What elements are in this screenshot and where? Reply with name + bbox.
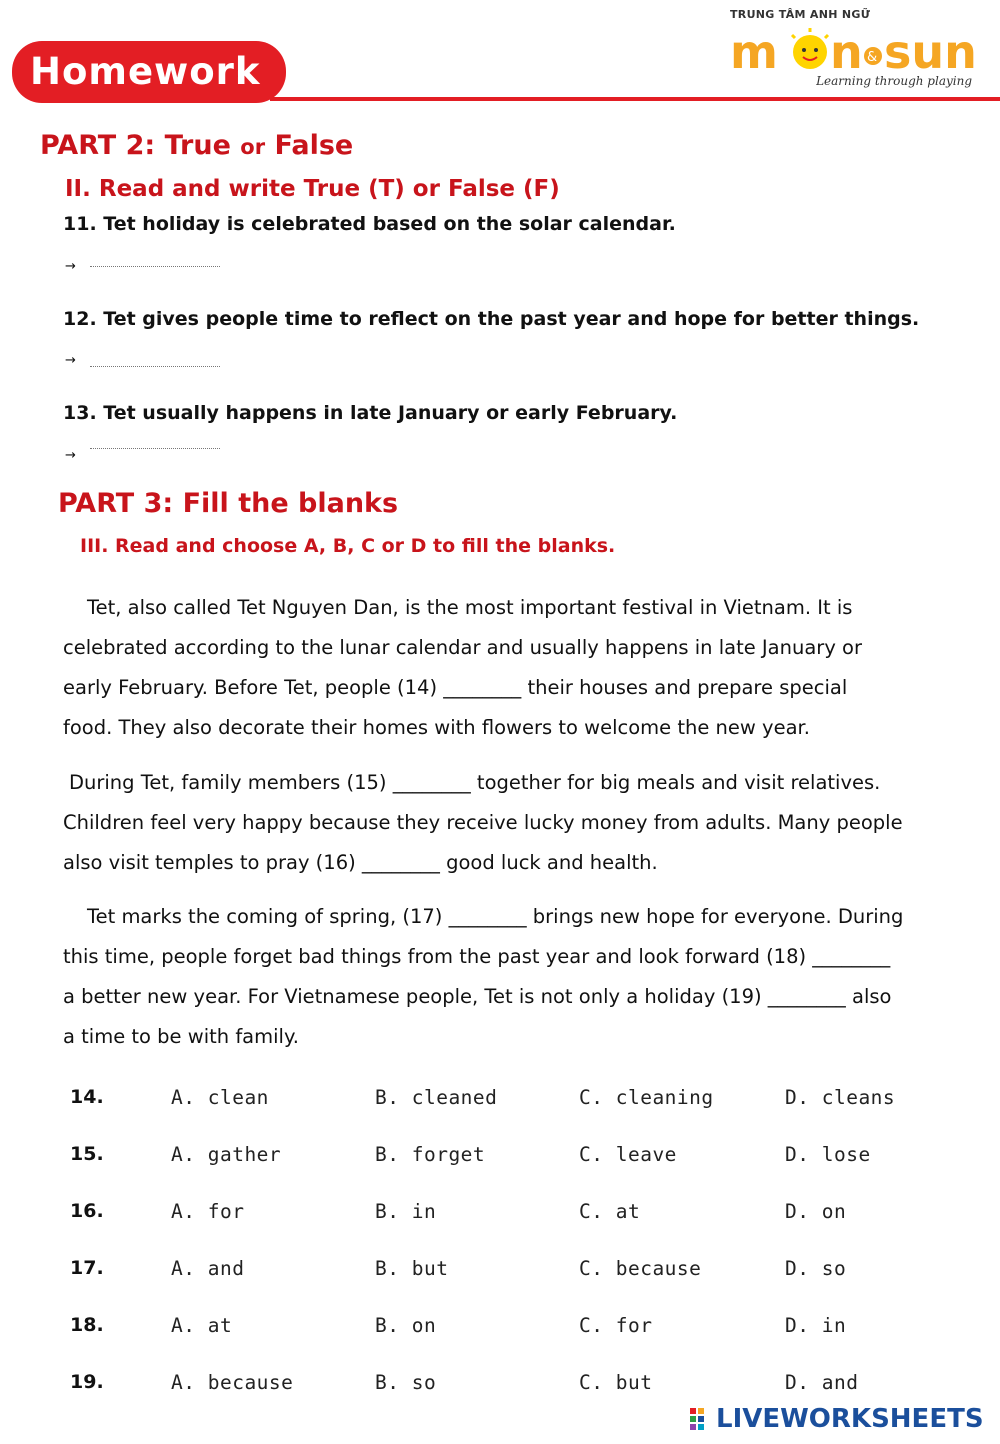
logo-top-text: TRUNG TÂM ANH NGỮ xyxy=(730,8,871,21)
passage-line: a better new year. For Vietnamese people, Tet is not only a holiday (19) ________ also xyxy=(63,985,892,1008)
logo-wordmark xyxy=(726,26,988,76)
option-b[interactable]: B. cleaned xyxy=(375,1086,498,1109)
question-13: 13. Tet usually happens in late January or early February. xyxy=(63,402,678,424)
option-a[interactable]: A. and xyxy=(171,1257,245,1280)
brand-logo xyxy=(726,4,988,96)
passage-line: this time, people forget bad things from the past year and look forward (18) ________ xyxy=(63,945,891,968)
answer-arrow-icon: → xyxy=(65,259,76,274)
option-b[interactable]: B. forget xyxy=(375,1143,486,1166)
part3-title: PART 3: Fill the blanks xyxy=(58,488,399,519)
passage-paragraph-3 xyxy=(63,897,988,1057)
option-c[interactable]: C. because xyxy=(579,1257,702,1280)
option-c[interactable]: C. cleaning xyxy=(579,1086,714,1109)
option-d[interactable]: D. lose xyxy=(785,1143,871,1166)
passage-paragraph-2 xyxy=(63,763,988,883)
answer-12-line[interactable] xyxy=(90,366,220,367)
logo-sun-icon xyxy=(793,35,827,69)
answer-13-line[interactable] xyxy=(90,448,220,449)
options-row-14 xyxy=(0,1086,1000,1116)
passage-line: early February. Before Tet, people (14) ________ their houses and prepare special xyxy=(63,676,848,699)
option-d[interactable]: D. cleans xyxy=(785,1086,896,1109)
header-rule xyxy=(270,97,1000,101)
option-a[interactable]: A. clean xyxy=(171,1086,269,1109)
option-d[interactable]: D. so xyxy=(785,1257,847,1280)
answer-arrow-icon: → xyxy=(65,353,76,368)
question-number: 18. xyxy=(70,1314,104,1336)
liveworksheets-brand[interactable] xyxy=(690,1404,990,1438)
question-number: 14. xyxy=(70,1086,104,1108)
passage-line: celebrated according to the lunar calendar and usually happens in late January or xyxy=(63,636,863,659)
answer-11-line[interactable] xyxy=(90,266,220,267)
option-a[interactable]: A. for xyxy=(171,1200,245,1223)
option-b[interactable]: B. so xyxy=(375,1371,437,1394)
option-c[interactable]: C. at xyxy=(579,1200,641,1223)
passage-line: During Tet, family members (15) ________ together for big meals and visit relatives. xyxy=(69,771,881,794)
logo-letter-m: m xyxy=(730,26,778,76)
liveworksheets-logo-icon xyxy=(690,1408,712,1434)
option-d[interactable]: D. and xyxy=(785,1371,859,1394)
question-11: 11. Tet holiday is celebrated based on the solar calendar. xyxy=(63,213,676,235)
homework-badge: Homework xyxy=(12,41,286,103)
option-a[interactable]: A. gather xyxy=(171,1143,282,1166)
question-number: 19. xyxy=(70,1371,104,1393)
passage-line: Tet marks the coming of spring, (17) ________ brings new hope for everyone. During xyxy=(87,905,904,928)
logo-amp: & xyxy=(867,50,878,65)
option-b[interactable]: B. in xyxy=(375,1200,437,1223)
option-c[interactable]: C. but xyxy=(579,1371,653,1394)
option-c[interactable]: C. leave xyxy=(579,1143,677,1166)
passage-line: Children feel very happy because they receive lucky money from adults. Many people xyxy=(63,811,903,834)
question-number: 15. xyxy=(70,1143,104,1165)
logo-tagline: Learning through playing xyxy=(816,74,972,88)
option-b[interactable]: B. but xyxy=(375,1257,449,1280)
passage-line: a time to be with family. xyxy=(63,1025,299,1048)
part2-title: PART 2: True or False xyxy=(40,130,354,161)
passage-line: food. They also decorate their homes with flowers to welcome the new year. xyxy=(63,716,810,739)
option-b[interactable]: B. on xyxy=(375,1314,437,1337)
passage-line: Tet, also called Tet Nguyen Dan, is the most important festival in Vietnam. It is xyxy=(87,596,853,619)
question-number: 16. xyxy=(70,1200,104,1222)
option-a[interactable]: A. at xyxy=(171,1314,233,1337)
option-d[interactable]: D. on xyxy=(785,1200,847,1223)
passage-line: also visit temples to pray (16) ________ good luck and health. xyxy=(63,851,658,874)
part3-instruction: III. Read and choose A, B, C or D to fill the blanks. xyxy=(80,535,616,557)
part2-instruction: II. Read and write True (T) or False (F) xyxy=(65,176,560,202)
question-number: 17. xyxy=(70,1257,104,1279)
passage-paragraph-1 xyxy=(63,588,988,748)
liveworksheets-text: LIVEWORKSHEETS xyxy=(716,1404,984,1434)
option-c[interactable]: C. for xyxy=(579,1314,653,1337)
options-row-19 xyxy=(0,1371,1000,1401)
options-row-15 xyxy=(0,1143,1000,1173)
options-row-16 xyxy=(0,1200,1000,1230)
options-row-18 xyxy=(0,1314,1000,1344)
options-row-17 xyxy=(0,1257,1000,1287)
option-a[interactable]: A. because xyxy=(171,1371,294,1394)
logo-word-sun: sun xyxy=(884,26,977,76)
option-d[interactable]: D. in xyxy=(785,1314,847,1337)
answer-arrow-icon: → xyxy=(65,448,76,463)
question-12: 12. Tet gives people time to reflect on the past year and hope for better things. xyxy=(63,308,920,330)
logo-letter-n: n xyxy=(830,26,863,76)
